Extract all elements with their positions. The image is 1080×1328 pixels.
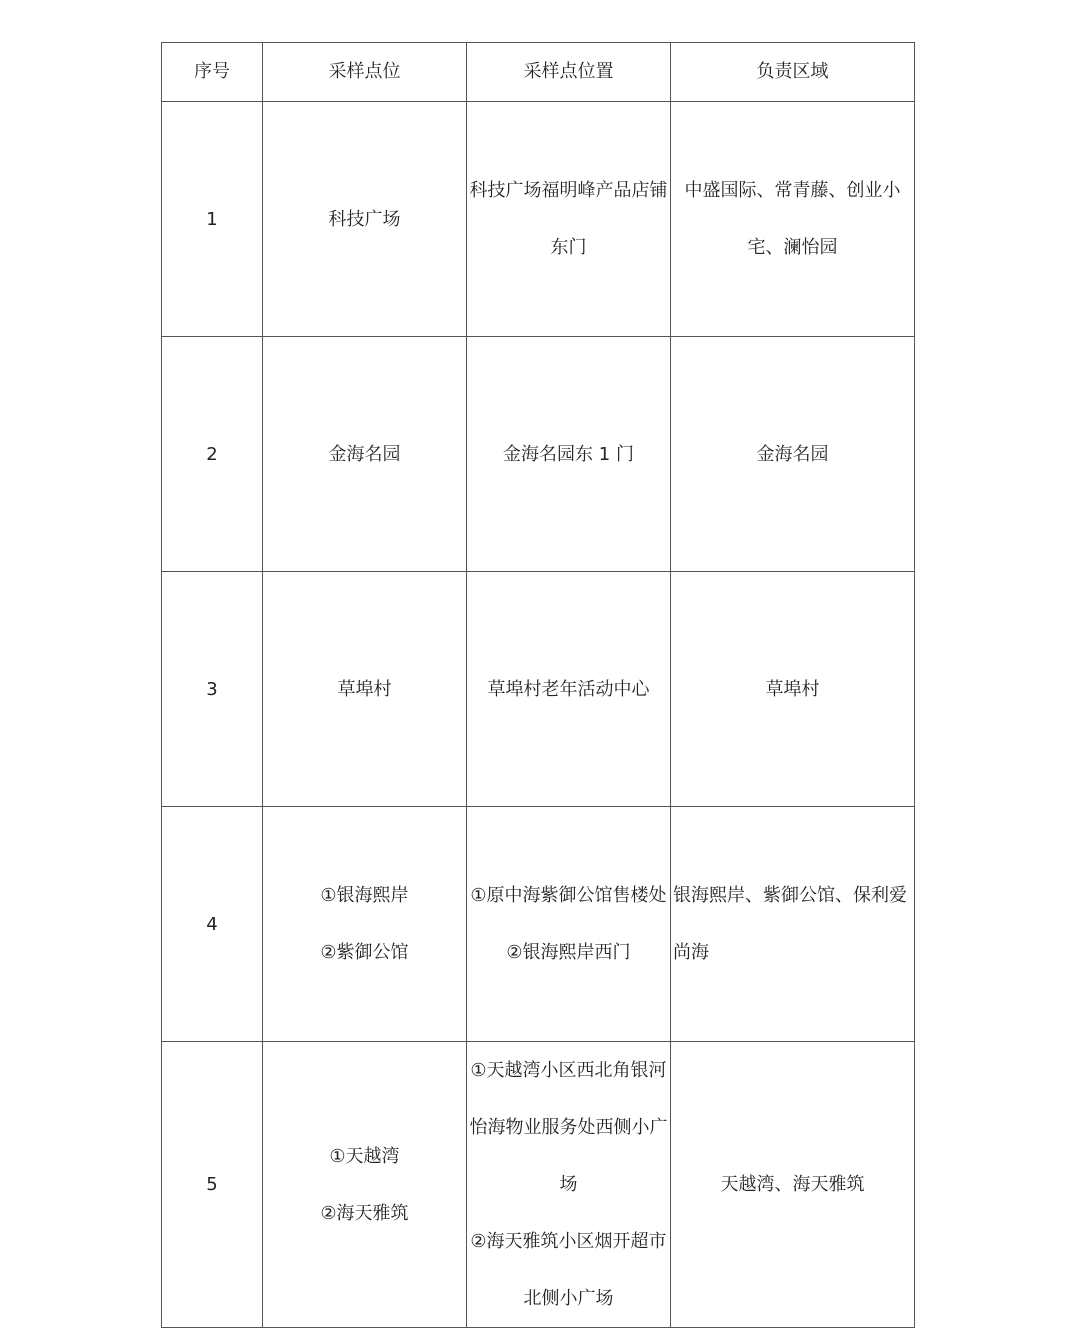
point-line: 草埠村	[337, 678, 392, 700]
location-line: ②海天雅筑小区烟开超市北侧小广场	[470, 1231, 667, 1309]
row-location	[467, 807, 671, 1042]
row-location	[467, 572, 671, 807]
location-line: ①天越湾小区西北角银河怡海物业服务处西侧小广场	[469, 1060, 668, 1195]
location-line: 金海名园东 1 门	[503, 443, 634, 465]
table-row	[162, 1042, 915, 1328]
location-line: ②银海熙岸西门	[506, 942, 631, 963]
row-point	[263, 102, 467, 337]
point-line: ②海天雅筑	[320, 1202, 409, 1224]
row-location	[467, 102, 671, 337]
point-line: ①银海熙岸	[320, 885, 409, 906]
row-location	[467, 1042, 671, 1328]
row-area: 中盛国际、常青藤、创业小宅、澜怡园	[671, 102, 915, 337]
point-line: ①天越湾	[329, 1145, 400, 1167]
point-line: 科技广场	[328, 208, 401, 230]
row-no: 5	[162, 1042, 263, 1328]
header-location: 采样点位置	[467, 43, 671, 102]
location-line: 草埠村老年活动中心	[487, 678, 650, 700]
row-point	[263, 807, 467, 1042]
table-row	[162, 807, 915, 1042]
row-area: 天越湾、海天雅筑	[671, 1042, 915, 1328]
row-point	[263, 1042, 467, 1328]
row-no: 2	[162, 337, 263, 572]
sampling-points-table	[161, 42, 915, 1328]
point-line: ②紫御公馆	[320, 942, 409, 963]
row-point	[263, 572, 467, 807]
table-row	[162, 337, 915, 572]
row-no: 1	[162, 102, 263, 337]
header-no: 序号	[162, 43, 263, 102]
row-location	[467, 337, 671, 572]
row-area: 金海名园	[671, 337, 915, 572]
point-line: 金海名园	[328, 443, 401, 465]
header-point: 采样点位	[263, 43, 467, 102]
row-no: 4	[162, 807, 263, 1042]
table-row	[162, 102, 915, 337]
row-area: 银海熙岸、紫御公馆、保利爱尚海	[671, 807, 915, 1042]
location-line: 科技广场福明峰产品店铺东门	[469, 180, 668, 258]
row-no: 3	[162, 572, 263, 807]
table-row	[162, 572, 915, 807]
location-line: ①原中海紫御公馆售楼处	[470, 885, 667, 906]
row-point	[263, 337, 467, 572]
table-header-row	[162, 43, 915, 102]
row-area: 草埠村	[671, 572, 915, 807]
header-area: 负责区域	[671, 43, 915, 102]
